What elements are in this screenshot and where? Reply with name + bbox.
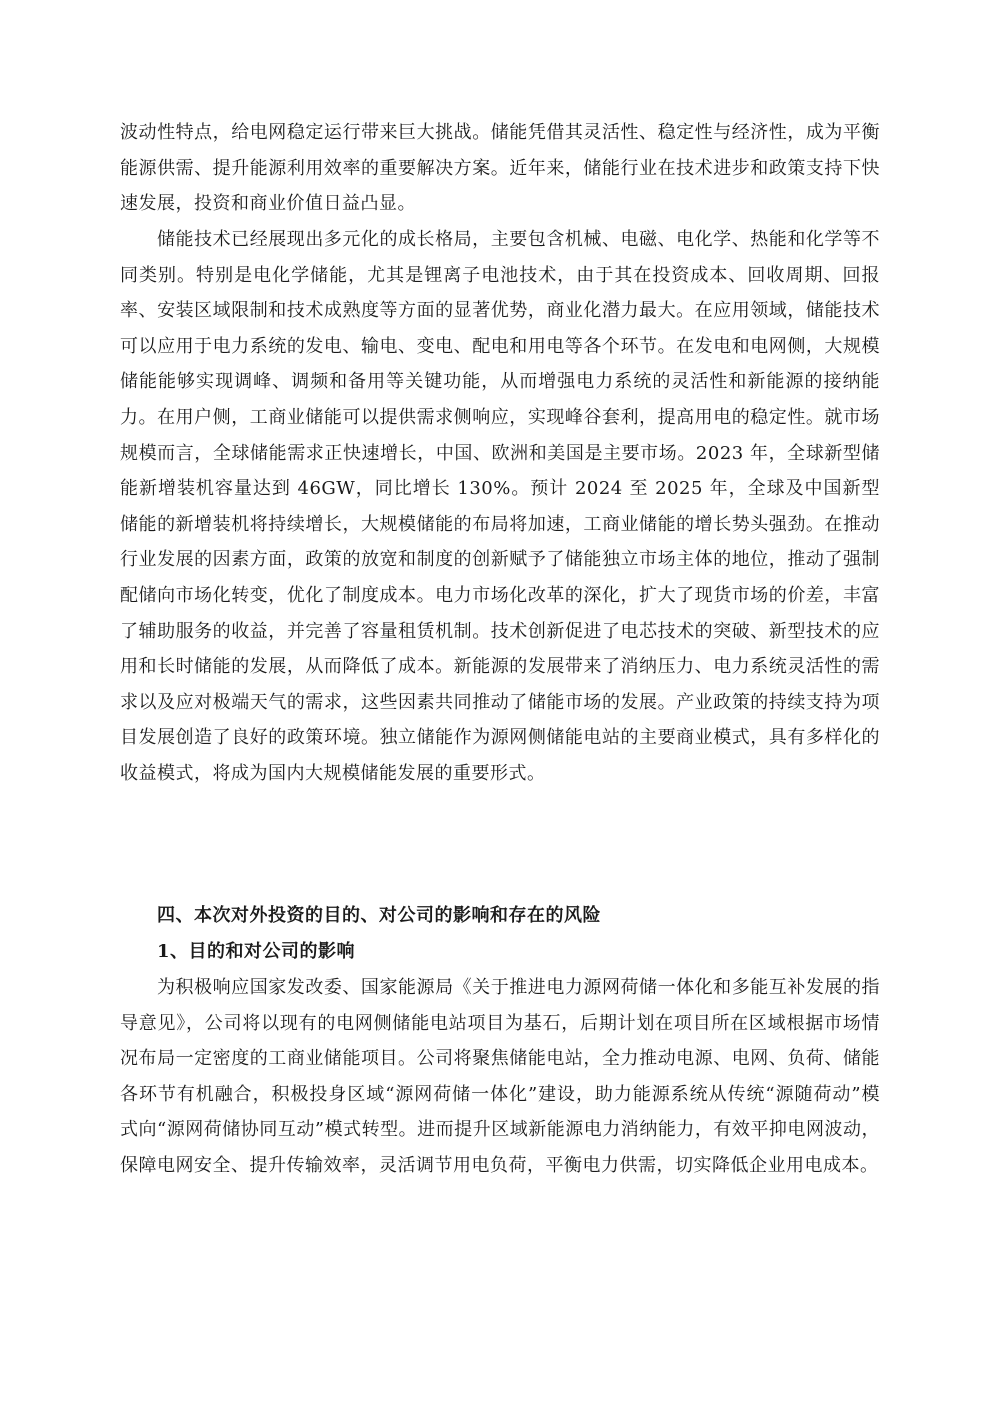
intro-paragraph: 波动性特点，给电网稳定运行带来巨大挑战。储能凭借其灵活性、稳定性与经济性，成为平衡能源供需、提升能源利用效率的重要解决方案。近年来，储能行业在技术进步和政策支持下快速发展，投资和商业价值日益凸显。	[120, 122, 880, 215]
subsection-heading: 1、目的和对公司的影响	[157, 941, 356, 962]
investment-purpose-paragraph: 为积极响应国家发改委、国家能源局《关于推进电力源网荷储一体化和多能互补发展的指导意见》，公司将以现有的电网侧储能电站项目为基石，后期计划在项目所在区域根据市场情况布局一定密度的工商业储能项目。公司将聚焦储能电站，全力推动电源、电网、负荷、储能各环节有机融合，积极投身区域“源网荷储一体化”建设，助力能源系统从传统“源随荷动”模式向“源网荷储协同互动”模式转型。进而提升区域新能源电力消纳能力，有效平抑电网波动，保障电网安全、提升传输效率，灵活调节用电负荷，平衡电力供需，切实降低企业用电成本。	[120, 977, 880, 1176]
storage-technology-paragraph: 储能技术已经展现出多元化的成长格局，主要包含机械、电磁、电化学、热能和化学等不同类别。特别是电化学储能，尤其是锂离子电池技术，由于其在投资成本、回收周期、回报率、安装区域限制和技术成熟度等方面的显著优势，商业化潜力最大。在应用领域，储能技术可以应用于电力系统的发电、输电、变电、配电和用电等各个环节。在发电和电网侧，大规模储能能够实现调峰、调频和备用等关键功能，从而增强电力系统的灵活性和新能源的接纳能力。在用户侧，工商业储能可以提供需求侧响应，实现峰谷套利，提高用电的稳定性。就市场规模而言，全球储能需求正快速增长，中国、欧洲和美国是主要市场。2023 年，全球新型储能新增装机容量达到 46GW，同比增长 130%。预计 2024 至 2025 年，全球及中国新型储能的新增装机将持续增长，大规模储能的布局将加速，工商业储能的增长势头强劲。在推动行业发展的因素方面，政策的放宽和制度的创新赋予了储能独立市场主体的地位，推动了强制配储向市场化转变，优化了制度成本。电力市场化改革的深化，扩大了现货市场的价差，丰富了辅助服务的收益，并完善了容量租赁机制。技术创新促进了电芯技术的突破、新型技术的应用和长时储能的发展，从而降低了成本。新能源的发展带来了消纳压力、电力系统灵活性的需求以及应对极端天气的需求，这些因素共同推动了储能市场的发展。产业政策的持续支持为项目发展创造了良好的政策环境。独立储能作为源网侧储能电站的主要商业模式，具有多样化的收益模式，将成为国内大规模储能发展的重要形式。	[120, 229, 880, 784]
section-heading: 四、本次对外投资的目的、对公司的影响和存在的风险	[157, 905, 601, 926]
